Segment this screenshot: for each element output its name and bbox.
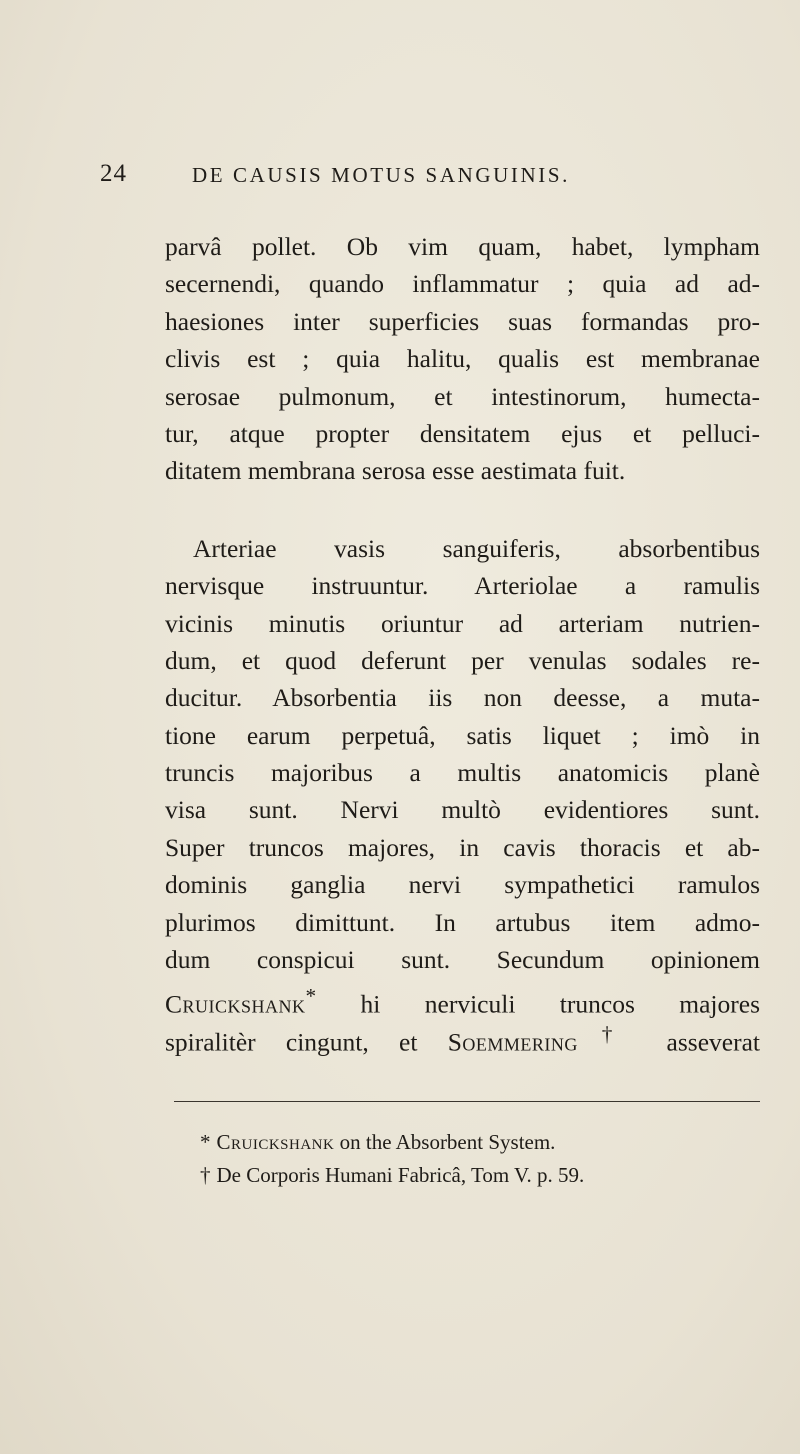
author-name-soemmering: Soemmering <box>447 1027 578 1057</box>
footnote-rule <box>174 1101 760 1102</box>
footnote-1 <box>200 1126 760 1159</box>
footnote-mark: † <box>200 1163 211 1187</box>
footnote-mark: * <box>200 1130 211 1154</box>
text-line: dum, et quod deferunt per venulas sodales re- <box>165 645 760 675</box>
text-line: ditatem membrana serosa esse aestimata fuit. <box>165 456 626 486</box>
footnote-ref-asterisk: * <box>305 984 317 1009</box>
text-line: serosae pulmonum, et intestinorum, humecta- <box>165 381 760 411</box>
paragraph-2 <box>165 530 760 1057</box>
running-title: DE CAUSIS MOTUS SANGUINIS. <box>192 163 570 187</box>
text-line: tione earum perpetuâ, satis liquet ; imò in <box>165 720 760 750</box>
footnote-text: De Corporis Humani Fabricâ, Tom V. p. 59. <box>216 1163 585 1187</box>
text-line: ducitur. Absorbentia iis non deesse, a muta- <box>165 683 760 713</box>
text-line: visa sunt. Nervi multò evidentiores sunt. <box>165 795 760 825</box>
text-line: dominis ganglia nervi sympathetici ramulos <box>165 870 760 900</box>
text-fragment: spiralitèr cingunt, et <box>165 1027 448 1057</box>
text-fragment: asseverat <box>636 1027 760 1057</box>
footnote-2 <box>200 1159 760 1192</box>
paragraph-1 <box>165 228 760 490</box>
footnote-text: on the Absorbent System. <box>334 1130 556 1154</box>
text-line: nervisque instruuntur. Arteriolae a ramulis <box>165 571 760 601</box>
paragraph-gap <box>165 490 760 530</box>
author-name-cruickshank: Cruickshank <box>165 989 306 1019</box>
text-line: haesiones inter superficies suas formandas pro- <box>165 306 760 336</box>
text-line: Arteriae vasis sanguiferis, absorbentibus <box>193 533 760 563</box>
text-line: vicinis minutis oriuntur ad arteriam nutrien- <box>165 608 760 638</box>
text-line: clivis est ; quia halitu, qualis est membranae <box>165 344 760 374</box>
text-line: secernendi, quando inflammatur ; quia ad ad- <box>165 269 760 299</box>
text-line-soemmering <box>165 1016 760 1057</box>
footnotes <box>200 1126 760 1192</box>
text-line-cruickshank <box>165 978 760 1019</box>
body-text <box>165 228 760 1057</box>
running-head <box>100 160 760 200</box>
text-line: parvâ pollet. Ob vim quam, habet, lympham <box>165 232 760 261</box>
text-line: dum conspicui sunt. Secundum opinionem <box>165 945 760 975</box>
text-line: Super truncos majores, in cavis thoracis et ab- <box>165 832 760 862</box>
footnote-author: Cruickshank <box>216 1130 335 1154</box>
text-fragment: hi nerviculi truncos majores <box>316 989 760 1019</box>
footnote-ref-dagger: † <box>577 1021 637 1046</box>
text-line: truncis majoribus a multis anatomicis planè <box>165 758 760 788</box>
text-line: plurimos dimittunt. In artubus item admo- <box>165 907 760 937</box>
page-number: 24 <box>100 160 127 187</box>
text-line: tur, atque propter densitatem ejus et pelluci- <box>165 418 760 448</box>
